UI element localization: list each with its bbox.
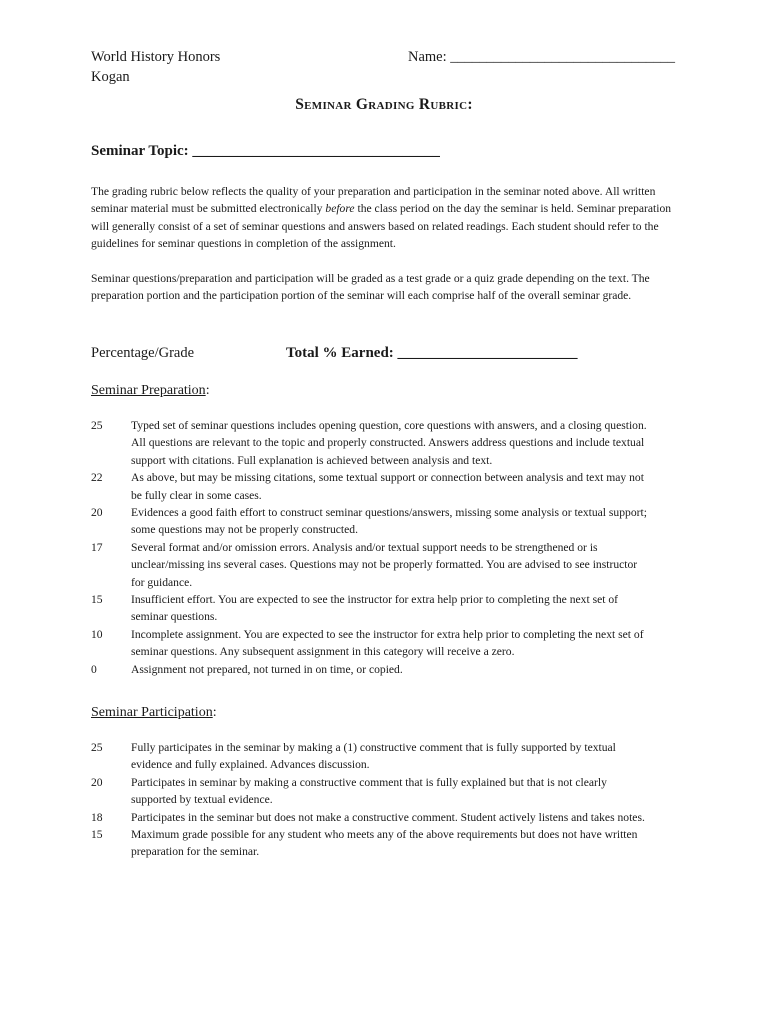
course-name: World History Honors (91, 49, 221, 65)
rubric-description: Insufficient effort. You are expected to see the instructor for extra help prior to completing the next set of seminar questions. (131, 593, 619, 624)
rubric-description: Evidences a good faith effort to construct seminar questions/answers, missing some analysis or textual support; some questions may not be properly constructed. (131, 506, 647, 537)
rubric-row (91, 826, 651, 861)
preparation-rubric (91, 417, 651, 678)
rubric-row (91, 539, 651, 591)
rubric-points: 10 (91, 627, 103, 641)
participation-heading (91, 705, 217, 721)
participation-rubric (91, 739, 651, 861)
rubric-row (91, 469, 651, 504)
header-left (91, 47, 220, 87)
rubric-description: As above, but may be missing citations, some textual support or connection between analysis and text may not be fully clear in some cases. (131, 471, 644, 502)
rubric-points: 18 (91, 810, 103, 824)
rubric-row (91, 739, 651, 774)
topic-label: Seminar Topic: (91, 143, 189, 159)
rubric-points: 0 (91, 662, 97, 676)
intro-paragraph-2: Seminar questions/preparation and participation will be graded as a test grade or a quiz grade depending on the text. The preparation portion and the participation portion of the seminar will each comprise half of the overall seminar grade. (91, 272, 650, 303)
rubric-points: 22 (91, 471, 103, 485)
rubric-row (91, 591, 651, 626)
preparation-heading (91, 383, 210, 399)
rubric-row (91, 661, 651, 678)
participation-heading-text: Seminar Participation (91, 705, 213, 720)
rubric-description: Several format and/or omission errors. Analysis and/or textual support needs to be strengthened or is unclear/missing ins several cases. Questions may not be properly formatted. You are advised to see instructor for guidance. (131, 540, 638, 589)
preparation-heading-text: Seminar Preparation (91, 383, 206, 398)
rubric-description: Fully participates in the seminar by making a (1) constructive comment that is fully supported by textual evidence and fully explained. Advances discussion. (131, 741, 616, 772)
total-line: ________________________ (397, 345, 578, 361)
total-earned (286, 345, 578, 362)
rubric-description: Incomplete assignment. You are expected to see the instructor for extra help prior to completing the next set of seminar questions. Any subsequent assignment in this category will receive a zero. (131, 627, 644, 659)
rubric-points: 15 (91, 828, 103, 842)
rubric-row (91, 626, 651, 661)
rubric-description: Participates in seminar by making a constructive comment that is fully explained but that is not clearly supported by textual evidence. (131, 775, 607, 807)
rubric-row (91, 809, 651, 826)
rubric-description: Maximum grade possible for any student who meets any of the above requirements but does not have written preparation for the seminar. (131, 828, 638, 859)
preparation-heading-colon: : (205, 383, 210, 398)
rubric-row (91, 774, 651, 809)
page-title: Seminar Grading Rubric: (295, 96, 473, 113)
intro-paragraph-1 (91, 183, 681, 253)
rubric-row (91, 417, 651, 469)
topic-line: _________________________________ (192, 143, 440, 159)
rubric-points: 20 (91, 775, 103, 789)
rubric-points: 25 (91, 741, 103, 754)
participation-heading-colon: : (212, 705, 217, 720)
intro-text-b: the class period on the day the seminar is held. Seminar preparation will generally consist of a set of seminar questions and answers based on related readings. Each student should refer to the guidelines for seminar questions in completion of the assignment. (91, 202, 672, 251)
rubric-points: 20 (91, 506, 103, 520)
total-label: Total % Earned: (286, 345, 394, 361)
intro-text-a: The grading rubric below reflects the quality of your preparation and participation in the seminar noted above. All written seminar material must be submitted electronically (91, 185, 656, 216)
name-label: Name: (408, 49, 447, 65)
teacher-name: Kogan (91, 69, 130, 85)
name-line: _______________________________ (450, 49, 676, 65)
rubric-description: Assignment not prepared, not turned in on time, or copied. (131, 662, 403, 676)
percentage-grade-label: Percentage/Grade (91, 345, 195, 361)
rubric-description: Typed set of seminar questions includes opening question, core questions with answers, and a closing question. All questions are relevant to the topic and properly constructed. Answers address questions and include textual support with citations. Full explanation is achieved between analysis and text. (131, 419, 647, 467)
rubric-description: Participates in the seminar but does not make a constructive comment. Student actively listens and takes notes. (131, 810, 645, 824)
rubric-row (91, 504, 651, 539)
name-field (408, 47, 675, 67)
seminar-topic (91, 143, 440, 160)
rubric-points: 25 (91, 419, 103, 432)
rubric-points: 17 (91, 540, 103, 554)
rubric-points: 15 (91, 593, 103, 607)
intro-emphasis: before (325, 202, 355, 216)
